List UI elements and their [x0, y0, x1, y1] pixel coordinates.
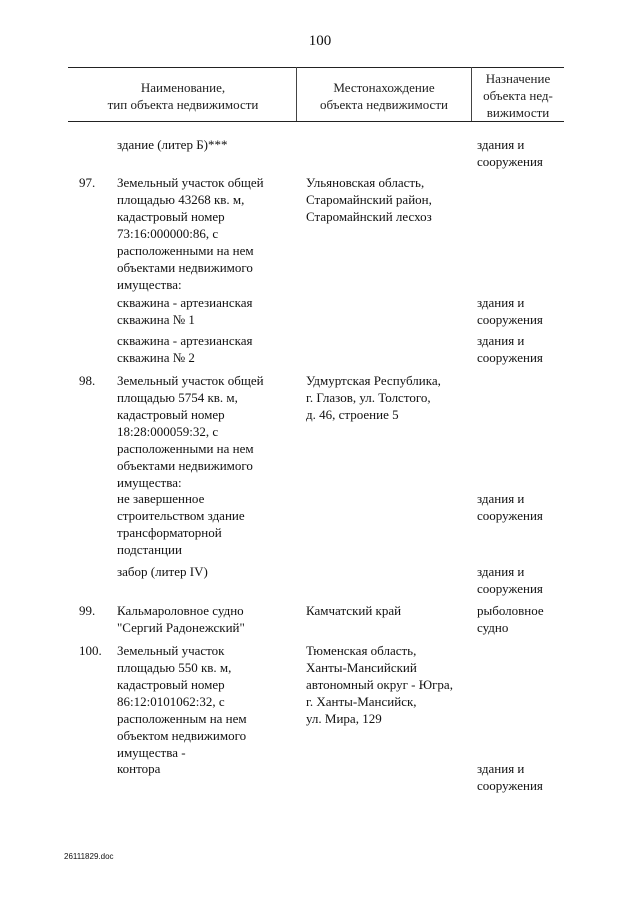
cell-purpose: здания и сооружения	[477, 564, 543, 596]
cell-name: не завершенное строительством здание трансформаторной подстанции	[117, 491, 245, 557]
cell-purpose: здания и сооружения	[477, 137, 543, 169]
cell-name: скважина - артезианская скважина № 2	[117, 333, 253, 365]
row-number: 98.	[79, 373, 96, 388]
cell-name: Кальмароловное судно "Сергий Радонежский"	[117, 603, 245, 635]
cell-location: Камчатский край	[306, 603, 402, 618]
cell-location: Тюменская область, Ханты-Мансийский автономный округ - Югра, г. Ханты-Мансийск, ул. Мира, 129	[306, 643, 453, 726]
cell-name: Земельный участок площадью 550 кв. м, кадастровый номер 86:12:0101062:32, с расположенным на нем объектом недвижимого имущества -	[117, 643, 247, 760]
row-number: 100.	[79, 643, 102, 658]
cell-purpose: рыболовное судно	[477, 603, 544, 635]
cell-name: скважина - артезианская скважина № 1	[117, 295, 253, 327]
cell-name: здание (литер Б)***	[117, 137, 228, 152]
header-purpose: Назначение объекта нед- вижимости	[483, 71, 553, 120]
row-number: 99.	[79, 603, 96, 618]
table-top-rule	[68, 67, 564, 68]
header-name: Наименование, тип объекта недвижимости	[107, 80, 259, 112]
footer-filename: 26111829.doc	[64, 852, 114, 861]
cell-purpose: здания и сооружения	[477, 761, 543, 793]
cell-name: забор (литер IV)	[117, 564, 208, 579]
header-location: Местонахождение объекта недвижимости	[320, 80, 448, 112]
cell-location: Удмуртская Республика, г. Глазов, ул. Толстого, д. 46, строение 5	[306, 373, 441, 422]
cell-location: Ульяновская область, Старомайнский район, Старомайнский лесхоз	[306, 175, 432, 224]
cell-name: Земельный участок общей площадью 5754 кв. м, кадастровый номер 18:28:000059:32, с расположенными на нем объектами недвижимого имущества:	[117, 373, 264, 490]
cell-purpose: здания и сооружения	[477, 295, 543, 327]
cell-name: контора	[117, 761, 161, 776]
cell-purpose: здания и сооружения	[477, 491, 543, 523]
page-number: 100	[308, 33, 332, 49]
header-bottom-rule	[68, 121, 564, 122]
cell-name: Земельный участок общей площадью 43268 кв. м, кадастровый номер 73:16:000000:86, с расположенными на нем объектами недвижимого имущества:	[117, 175, 264, 292]
cell-purpose: здания и сооружения	[477, 333, 543, 365]
row-number: 97.	[79, 175, 96, 190]
